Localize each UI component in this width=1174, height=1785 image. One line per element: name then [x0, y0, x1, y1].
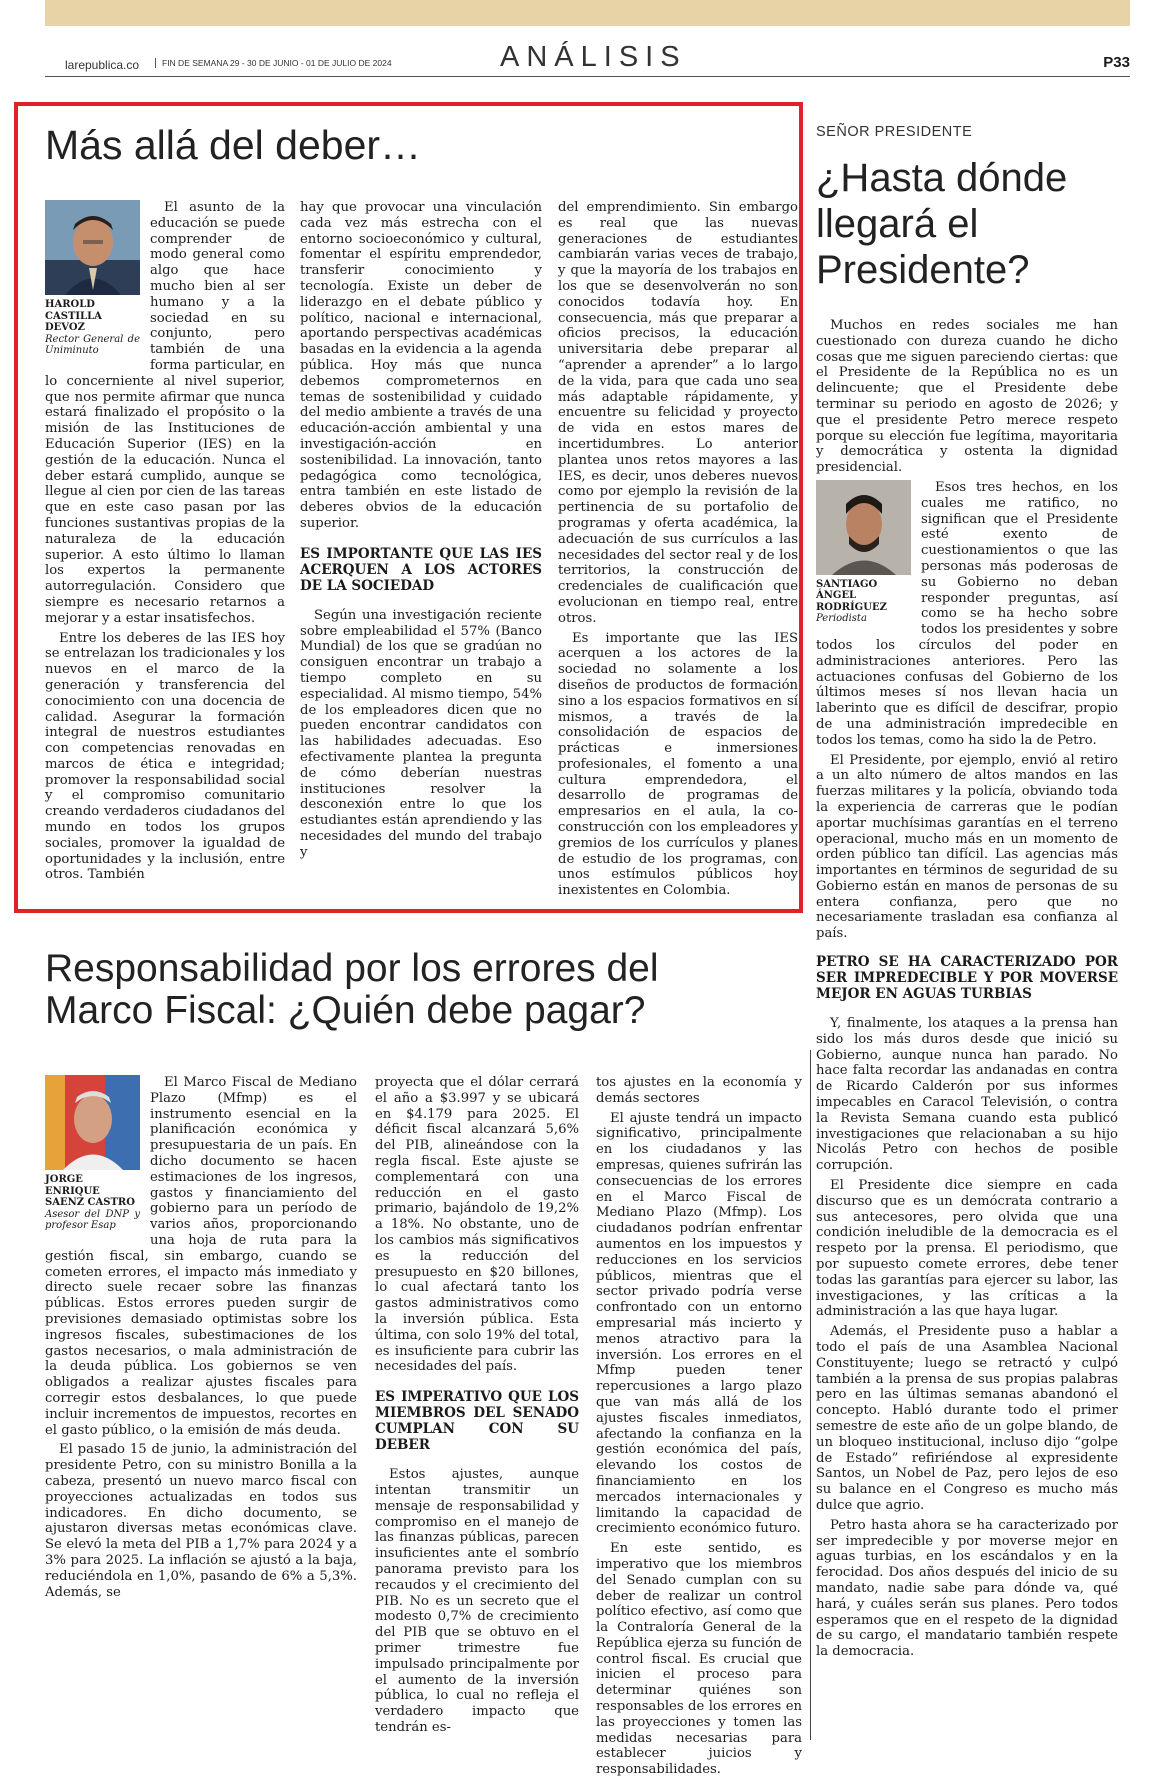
- issue-date: FIN DE SEMANA 29 - 30 DE JUNIO - 01 DE JULIO DE 2024: [155, 58, 392, 68]
- paragraph: Además, el Presidente puso a hablar a todo el país de una Asamblea Nacional Constituyente; luego se retractó y culpó también a la prensa de sus propias palabras pero en las últimas semanas abandonó el concepto. Habló durante todo el primer semestre de este año de un golpe blando, de un bloqueo institucional, incluso dijo “golpe de Estado” refiriéndose al expresidente Santos, un Nobel de Paz, pero lejos de eso su balance en el Congreso es mucho más dulce que agrio.: [816, 1324, 1118, 1513]
- author-photo: [816, 480, 911, 575]
- author-byline: [45, 1174, 140, 1232]
- author-photo: [45, 1075, 140, 1170]
- paragraph: Muchos en redes sociales me han cuestionado con dureza cuando he dicho cosas que me siguen pareciendo ciertas: que el Presidente de la República no es un delincuente; que el Presidente debe terminar su periodo en agosto de 2026; y que el presidente Petro merece respeto porque su elección fue legítima, mayoritaria y democrática y ostenta la dignidad presidencial.: [816, 318, 1118, 476]
- article2-col3: [596, 1075, 802, 1782]
- article2-headline-line2: Marco Fiscal: ¿Quién debe pagar?: [45, 989, 646, 1032]
- article1-headline: Más allá del deber…: [45, 122, 422, 168]
- article3-headline: ¿Hasta dónde llegará el Presidente?: [816, 156, 1068, 292]
- article3-subhead: PETRO SE HA CARACTERIZADO POR SER IMPREDECIBLE Y POR MOVERSE MEJOR EN AGUAS TURBIAS: [816, 954, 1118, 1003]
- paragraph: En este sentido, es imperativo que los miembros del Senado cumplan con su deber de realizar un control político efectivo, así como que la Contraloría General de la República ejerza su función de control fiscal. Es crucial que inicien el proceso para determinar quiénes son responsables de los errores en las proyecciones y tomen las medidas necesarias para establecer juicios y responsabilidades.: [596, 1541, 802, 1778]
- paragraph: Según una investigación reciente sobre empleabilidad el 57% (Banco Mundial) de los que se gradúan no consiguen encontrar un trabajo a tiempo completo en su especialidad. Al mismo tiempo, 54% de los empleadores dicen que no pueden encontrar candidatos con las habilidades adecuadas. Eso efectivamente plantea la pregunta de cómo deberían nuestras instituciones resolver la desconexión entre lo que los estudiantes están aprendiendo y las necesidades del mundo del trabajo y: [300, 607, 542, 860]
- author-role: Asesor del DNP y profesor Esap: [45, 1208, 140, 1231]
- article3-kicker: SEÑOR PRESIDENTE: [816, 124, 973, 140]
- paragraph: El pasado 15 de junio, la administración del presidente Petro, con su ministro Bonilla a la cabeza, presentó un nuevo marco fiscal con proyecciones actualizadas en todos sus indicadores. En dicho documento, se ajustaron diversas metas económicas clave. Se elevó la meta del PIB a 1,7% para 2024 y a 3% para 2025. La inflación se ajustó a la baja, reduciéndola en 1,0%, pasando de 6% a 5,3%. Además, se: [45, 1442, 357, 1600]
- paragraph: El Presidente, por ejemplo, envió al retiro a un alto número de altos mandos en las fuerzas militares y la policía, obviando toda la experiencia de carreras que le podían aportar muchísimas garantías en el terreno operacional, mucho más en un momento de orden público tan difícil. Las agencias más importantes en términos de seguridad de su Gobierno están en manos de personas de su entera confianza, pero que no necesariamente trasladan esa confianza al país.: [816, 752, 1118, 942]
- paragraph: El Marco Fiscal de Mediano Plazo (Mfmp) es el instrumento esencial en la planificación económica y presupuestaria de un país. En dicho documento se hacen estimaciones de los ingresos, gastos y financiamiento del gobierno para un período de varios años, proporcionando una hoja de ruta para la gestión fiscal, sin embargo, cuando se cometen errores, el impacto más inmediato y directo suele recaer sobre las finanzas públicas. Estos errores pueden surgir de previsiones demasiado optimistas sobre los ingresos fiscales, subestimaciones de los gastos necesarios, o mala administración de la deuda pública. Los gobiernos se ven obligados a realizar ajustes fiscales para corregir estos desbalances, lo que puede incluir incrementos de impuestos, recortes en el gasto público, o la emisión de más deuda.: [45, 1075, 357, 1438]
- page-header: [45, 36, 1130, 77]
- author-byline: [45, 299, 140, 357]
- author-photo: [45, 200, 140, 295]
- article2-col2: [375, 1075, 579, 1740]
- section-title: ANÁLISIS: [500, 41, 687, 73]
- paragraph: El asunto de la educación se puede comprender de modo general como algo que hace mucho bien al ser humano y a la sociedad en su conjunto, pero también de una forma particular, en lo concerniente al nivel superior, que nos permite afirmar que nunca estará finalizado el propósito o la misión de las Instituciones de Educación Superior (IES) en la gestión de la educación. Nunca el deber estará cumplido, aunque se llegue al cien por cien de las tareas que en este caso pasan por las funciones sustantivas propias de la naturaleza de la educación superior. A esto último lo llaman los expertos la permanente autorregulación. Considero que siempre es necesario retarnos a mejorar y a estar insatisfechos.: [45, 200, 285, 626]
- paragraph: Y, finalmente, los ataques a la prensa han sido los más duros desde que inició su Gobierno, aunque nunca han parado. No hace falta recordar las andanadas en contra de Ricardo Calderón por sus informes impecables en Caracol Televisión, o contra la Revista Semana cuando esta publicó investigaciones que relacionaban a su hijo Nicolás Petro con hechos de posible corrupción.: [816, 1016, 1118, 1174]
- paragraph: proyecta que el dólar cerrará el año a $3.997 y se ubicará en $4.179 para 2025. El déficit fiscal alcanzará 5,6% del PIB, alineándose con la regla fiscal. Este ajuste se complementará con una reducción en el gasto primario, bajándolo de 19,2% a 18%. No obstante, uno de los cambios más significativos es la reducción del presupuesto en $20 billones, lo cual afectará tanto los gastos administrativos como la inversión pública. Esta última, con solo 19% del total, es insuficiente para cubrir las necesidades del país.: [375, 1075, 579, 1375]
- paragraph: Esos tres hechos, en los cuales me ratifico, no significan que el Presidente esté exento de cuestionamientos o que las personas más poderosas de su Gobierno no deban responder preguntas, así como se ha hecho sobre todos los presidentes y sobre todos los círculos del poder en administraciones anteriores. Pero las actuaciones confusas del Gobierno de los últimos meses sí nos llevan hacia un laberinto que es difícil de descifrar, propio de una administración impredecible en todos los temas, como ha sido la de Petro.: [816, 479, 1118, 748]
- page-number: P33: [1103, 54, 1130, 71]
- paragraph: hay que provocar una vinculación cada vez más estrecha con el entorno socioeconómico y cultural, fomentar el espíritu emprendedor, transferir conocimiento y tecnología. Existe un deber de liderazgo en el debate público y político, nacional e internacional, aportando perspectivas académicas basadas en la evidencia a la agenda pública. Hoy más que nunca debemos comprometernos en temas de sostenibilidad y cuidado del medio ambiente a través de una educación-acción ambiental y una investigación-acción en sostenibilidad. La innovación, tanto pedagógica como tecnológica, entra también en este listado de deberes obvios de la educación superior.: [300, 200, 542, 531]
- paragraph: del emprendimiento. Sin embargo es real que las nuevas generaciones de estudiantes cambiarán varias veces de trabajo, y que la mayoría de los trabajos en los que se desenvolverán no son conocidos todavía hoy. En consecuencia, más que preparar a oficios precisos, la educación universitaria debe preparar al “aprender a aprender” a lo largo de la vida, para que cada uno sea más adaptable rápidamente, y encuentre su felicidad y proyecto de vida en estos mares de incertidumbres. Lo anterior plantea unos retos mayores a las IES, es decir, unos deberes nuevos como por ejemplo la revisión de la pertinencia de su portafolio de programas y oferta académica, la adecuación de sus currículos a las necesidades del sector real y de los territorios, la construcción de credenciales de cualificación que evolucionan en tiempo real, entre otros.: [558, 200, 798, 626]
- article3-col: [816, 318, 1118, 1664]
- article2-headline: [45, 948, 659, 1032]
- column-divider: [810, 1050, 811, 1740]
- author-name: SANTIAGO ÁNGEL RODRÍGUEZ: [816, 578, 887, 613]
- paragraph: Estos ajustes, aunque intentan transmitir un mensaje de responsabilidad y compromiso en el manejo de las finanzas públicas, parecen insuficientes ante el sombrío panorama previsto para los recaudos y el crecimiento del PIB. No es un secreto que el modesto 0,7% de crecimiento del PIB que se obtuvo en el primer trimestre fue impulsado principalmente por el aumento de la inversión pública, lo cual no refleja el verdadero impacto que tendrán es-: [375, 1467, 579, 1735]
- article2-headline-line1: Responsabilidad por los errores del: [45, 947, 659, 990]
- article1-col3: [558, 200, 798, 903]
- site-name[interactable]: larepublica.co: [65, 58, 140, 72]
- paragraph: Entre los deberes de las IES hoy se entrelazan los tradicionales y los nuevos en el marco de la generación y transferencia del conocimiento con una docencia de calidad. Asegurar la formación integral de nuestros estudiantes con competencias renovadas en marcos de ética e integridad; promover la responsabilidad social y el compromiso comunitario creando verdaderos ciudadanos del mundo en todos los grupos sociales, promover la igualdad de oportunidades y la inclusión, entre otros. También: [45, 630, 285, 883]
- author-role: Periodista: [816, 613, 867, 625]
- author-name: HAROLD CASTILLA DEVOZ: [45, 299, 102, 333]
- article1-subhead: ES IMPORTANTE QUE LAS IES ACERQUEN A LOS ACTORES DE LA SOCIEDAD: [300, 545, 542, 594]
- article1-col2: [300, 200, 542, 864]
- author-byline: [816, 579, 911, 625]
- article1-col1: [45, 200, 285, 887]
- article2-col1: [45, 1075, 357, 1604]
- paragraph: Es importante que las IES acerquen a los actores de la sociedad no solamente a los diseños de productos de formación sino a los espacios formativos en sí mismos, a través de la consolidación de espacios de prácticas e inmersiones profesionales, el fomento a una cultura emprendedora, el desarrollo de programas de empresarios en el aula, la co-construcción con los empleadores y gremios de los currículos y planes de estudio de los programas, con unos estímulos públicos hoy inexistentes en Colombia.: [558, 630, 798, 899]
- author-role: Rector General de Uniminuto: [45, 333, 140, 356]
- paragraph: tos ajustes en la economía y demás sectores: [596, 1075, 802, 1106]
- paragraph: El Presidente dice siempre en cada discurso que es un demócrata contrario a sus antecesores, pero olvida que una condición ineludible de la democracia es el respeto por la prensa. El periodismo, que por supuesto comete errores, debe tener todas las garantías para ejercer su labor, las investigaciones, y las críticas a la administración a las que haya lugar.: [816, 1178, 1118, 1320]
- article2-subhead: ES IMPERATIVO QUE LOS MIEMBROS DEL SENADO CUMPLAN CON SU DEBER: [375, 1389, 579, 1454]
- author-name: JORGE ENRIQUE SAENZ CASTRO: [45, 1174, 135, 1208]
- paragraph: Petro hasta ahora se ha caracterizado por ser impredecible y por moverse mejor en aguas turbias, en los escándalos y en la ferocidad. Dos años después del inicio de su mandato, nadie sabe para dónde va, qué hará, y cuáles serán sus planes. Pero todos esperamos que en el respeto de la dignidad de su cargo, el mandatario también respete la democracia.: [816, 1517, 1118, 1660]
- top-color-bar: [45, 0, 1130, 26]
- paragraph: El ajuste tendrá un impacto significativo, principalmente en los ciudadanos y las empresas, quienes sufrirán las consecuencias de los errores en el Marco Fiscal de Mediano Plazo (Mfmp). Los ciudadanos podrían enfrentar aumentos en los impuestos y reducciones en los servicios públicos, mientras que el sector privado podría verse confrontado con un entorno empresarial más incierto y menos atractivo para la inversión. Los errores en el Mfmp pueden tener repercusiones a largo plazo que van más allá de los ajustes fiscales inmediatos, afectando la confianza en la gestión económica del país, elevando los costos de financiamiento en los mercados internacionales y limitando la capacidad de crecimiento económico futuro.: [596, 1110, 802, 1537]
